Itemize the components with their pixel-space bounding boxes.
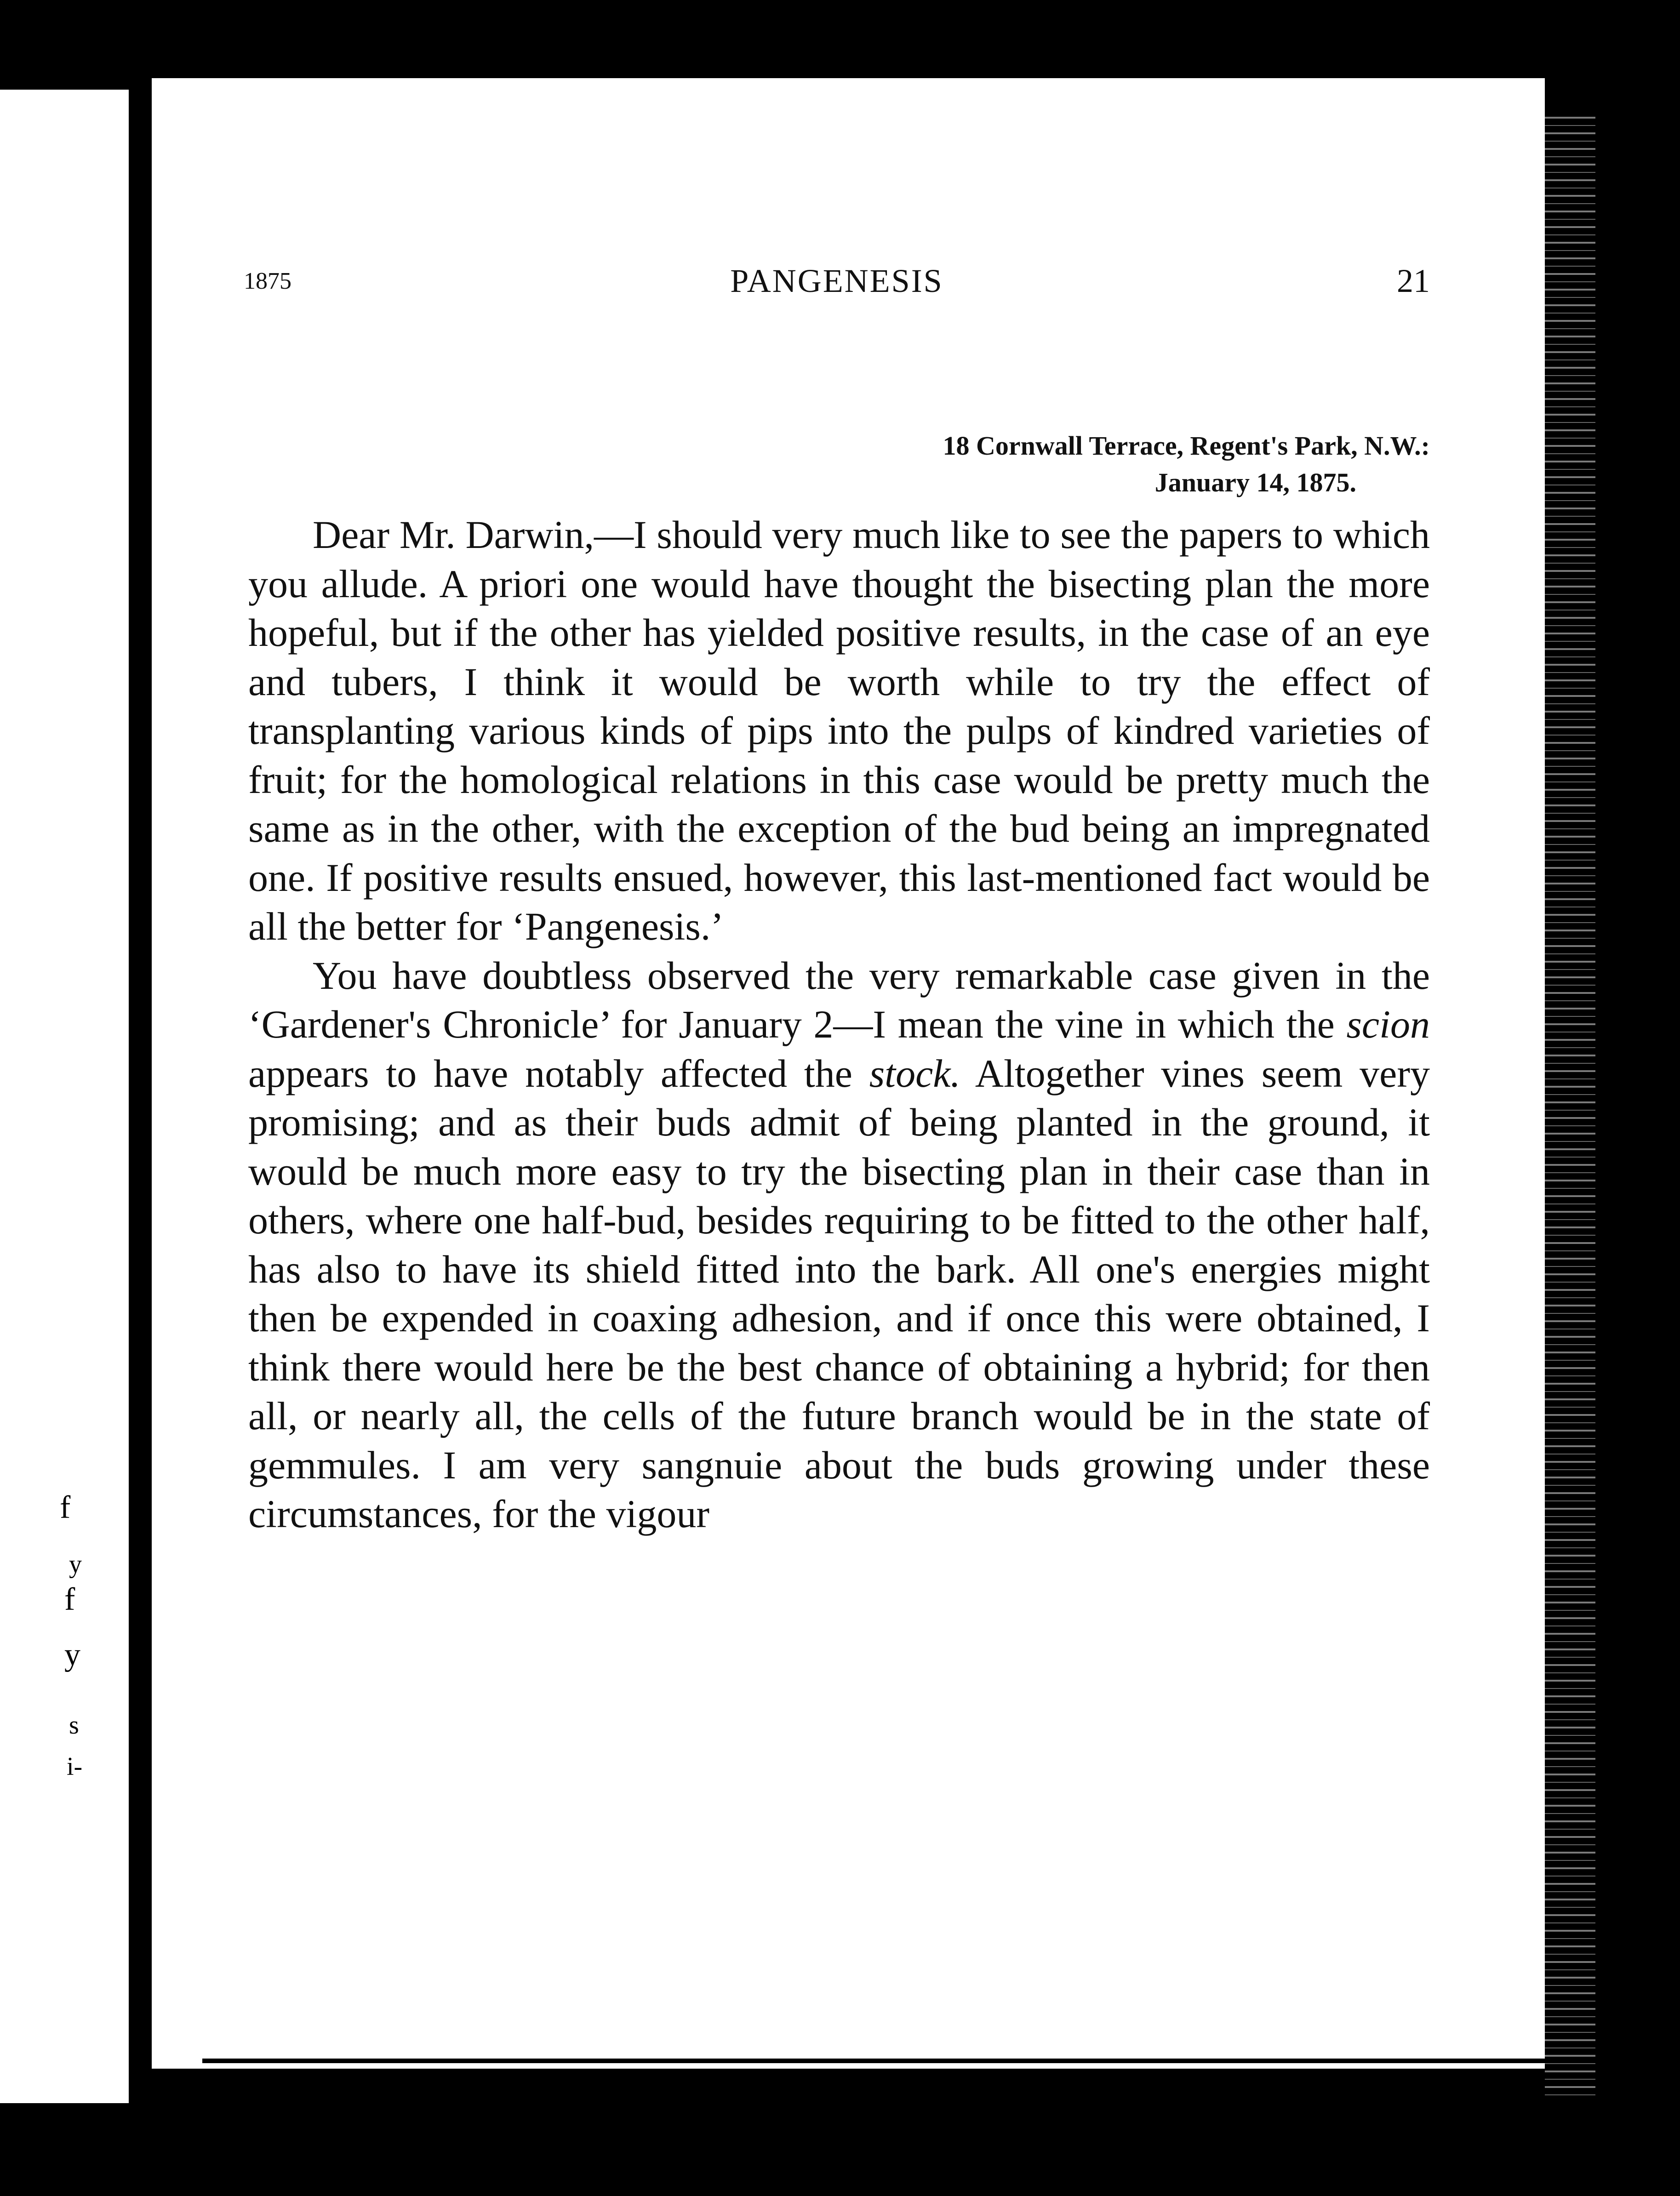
previous-page-strip xyxy=(0,90,129,2103)
previous-page-fragment: y xyxy=(69,1550,82,1579)
previous-page-fragment: f xyxy=(64,1582,75,1617)
italic-term: scion xyxy=(1346,1002,1430,1046)
letter-address xyxy=(152,428,1430,501)
page-number: 21 xyxy=(1397,262,1430,299)
paragraph-text: You have doubtless observed the very remarkable case given in the ‘Gardener's Chronicle’ for January 2—I mean the vine in which the xyxy=(248,953,1430,1046)
letter-date: January 14, 1875. xyxy=(1154,468,1356,497)
italic-term: stock. xyxy=(869,1051,960,1095)
address-line: 18 Cornwall Terrace, Regent's Park, N.W.: xyxy=(943,431,1430,461)
previous-page-fragment: i- xyxy=(67,1752,83,1781)
page-stack-edge xyxy=(1545,110,1595,2101)
paragraph xyxy=(248,951,1430,1539)
page-header xyxy=(244,262,1430,308)
running-title: PANGENESIS xyxy=(730,262,943,299)
page-bottom-edge xyxy=(202,2059,1549,2063)
letter-body xyxy=(248,510,1430,1539)
previous-page-fragment: y xyxy=(64,1637,80,1672)
previous-page-fragment: s xyxy=(69,1711,79,1740)
book-page xyxy=(152,78,1545,2069)
gutter xyxy=(129,90,152,2103)
header-year: 1875 xyxy=(244,268,291,294)
paragraph: Dear Mr. Darwin,—I should very much like to see the papers to which you allude. A priori one would have thought the bisecting plan the more hopeful, but if the other has yielded positive results, in the case of an eye and tubers, I think it would be worth while to try the effect of transplanting various kinds of pips into the pulps of kindred varieties of fruit; for the homological relations in this case would be pretty much the same as in the other, with the exception of the bud being an impregnated one. If positive results ensued, however, this last-mentioned fact would be all the better for ‘Pangenesis.’ xyxy=(248,513,1430,948)
previous-page-fragment: f xyxy=(60,1490,71,1525)
paragraph-text: Altogether vines seem very promising; and as their buds admit of being planted in the ground, it would be much more easy to try the bisecting plan in their case than in others, where one half-bud, besides requiring to be fitted to the other half, has also to have its shield fitted into the bark. All one's energies might then be expended in coaxing adhesion, and if once this were obtained, I think there would here be the best chance of obtaining a hybrid; for then all, or nearly all, the cells of the future branch would be in the state of gemmules. I am very sangnuie about the buds growing under these circumstances, for the vigour xyxy=(248,1051,1430,1536)
paragraph-text: appears to have notably affected the xyxy=(248,1051,869,1095)
